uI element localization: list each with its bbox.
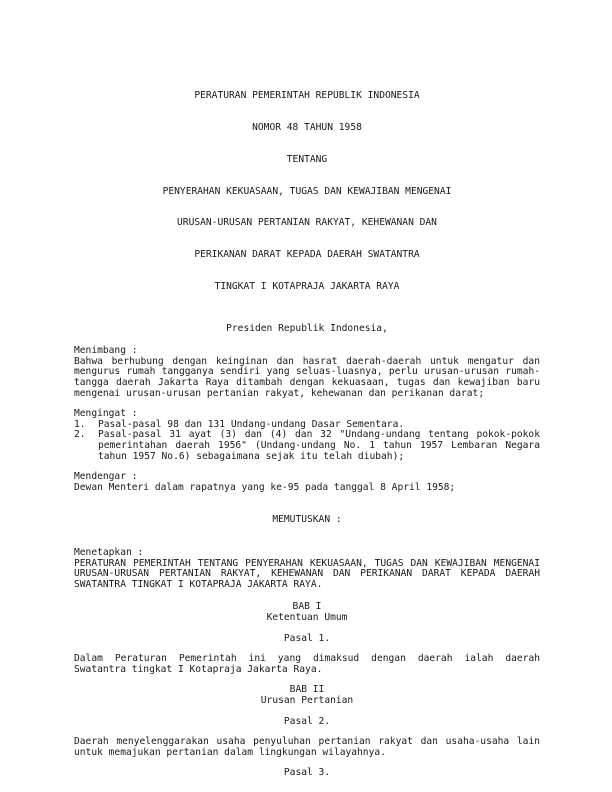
- memutuskan-heading: MEMUTUSKAN :: [272, 514, 342, 526]
- header-line: PERATURAN PEMERINTAH REPUBLIK INDONESIA: [194, 90, 420, 102]
- menetapkan-label: Menetapkan :: [74, 546, 144, 558]
- pasal1-text: Dalam Peraturan Pemerintah ini yang dimaksud dengan daerah ialah daerah Swatantra tingkat I Kotapraja Jakarta Raya.: [74, 653, 540, 675]
- mendengar-label: Mendengar :: [74, 471, 138, 483]
- bab1-subtitle: Ketentuan Umum: [266, 611, 348, 623]
- bab2-title: BAB II: [289, 684, 325, 696]
- pasal2-title: Pasal 2.: [283, 715, 331, 727]
- menimbang-label: Menimbang :: [74, 345, 138, 357]
- mendengar-text: Dewan Menteri dalam rapatnya yang ke-95 pada tanggal 8 April 1958;: [74, 481, 456, 493]
- item-text: Pasal-pasal 98 dan 131 Undang-undang Dasar Sementara.: [98, 418, 405, 430]
- bab2-subtitle: Urusan Pertanian: [260, 694, 354, 706]
- mengingat-item: [74, 430, 540, 462]
- item-number: 1.: [74, 418, 86, 430]
- header-line: TENTANG: [286, 153, 328, 165]
- pasal3-title: Pasal 3.: [283, 767, 331, 779]
- president-line: Presiden Republik Indonesia,: [226, 322, 388, 334]
- item-text: Pasal-pasal 31 ayat (3) dan (4) dan 32 "Undang-undang tentang pokok-pokok pemerintahan daerah 1956" (Undang-undang No. 1 tahun 1957 Lembaran Negara tahun 1957 No.6) sebagaimana sejak itu telah diubah);: [98, 429, 540, 462]
- menetapkan-text: PERATURAN PEMERINTAH TENTANG PENYERAHAN KEKUASAAN, TUGAS DAN KEWAJIBAN MENGENAI URUSAN-URUSAN PERTANIAN RAKYAT, KEHEWANAN DAN PERIKANAN DARAT KEPADA DAERAH SWATANTRA TINGKAT I KOTAPRAJA JAKARTA RAYA.: [74, 557, 540, 590]
- header-line: PENYERAHAN KEKUASAAN, TUGAS DAN KEWAJIBAN MENGENAI: [162, 185, 452, 197]
- header-line: NOMOR 48 TAHUN 1958: [252, 121, 362, 133]
- item-number: 2.: [74, 429, 86, 441]
- header-line: URUSAN-URUSAN PERTANIAN RAKYAT, KEHEWANAN DAN: [177, 217, 437, 229]
- document-header: [74, 70, 540, 314]
- menimbang-text: Bahwa berhubung dengan keinginan dan hasrat daerah-daerah untuk mengatur dan mengurus rumah tangganya sendiri yang seluas-luasnya, perlu urusan-urusan rumah-tangga daerah Jakarta Raya ditambah dengan kekuasaan, tugas dan kewajiban baru mengenai urusan-urusan pertanian rakyat, kehewanan dan perikanan darat;: [74, 355, 540, 399]
- document-page: [74, 70, 540, 779]
- bab1-title: BAB I: [292, 601, 322, 613]
- header-line: TINGKAT I KOTAPRAJA JAKARTA RAYA: [214, 280, 400, 292]
- pasal2-text: Daerah menyelenggarakan usaha penyuluhan pertanian rakyat dan usaha-usaha lain untuk memajukan pertanian dalam lingkungan wilayahnya.: [74, 736, 540, 758]
- mengingat-label: Mengingat :: [74, 408, 138, 420]
- pasal1-title: Pasal 1.: [283, 632, 331, 644]
- header-line: PERIKANAN DARAT KEPADA DAERAH SWATANTRA: [194, 249, 420, 261]
